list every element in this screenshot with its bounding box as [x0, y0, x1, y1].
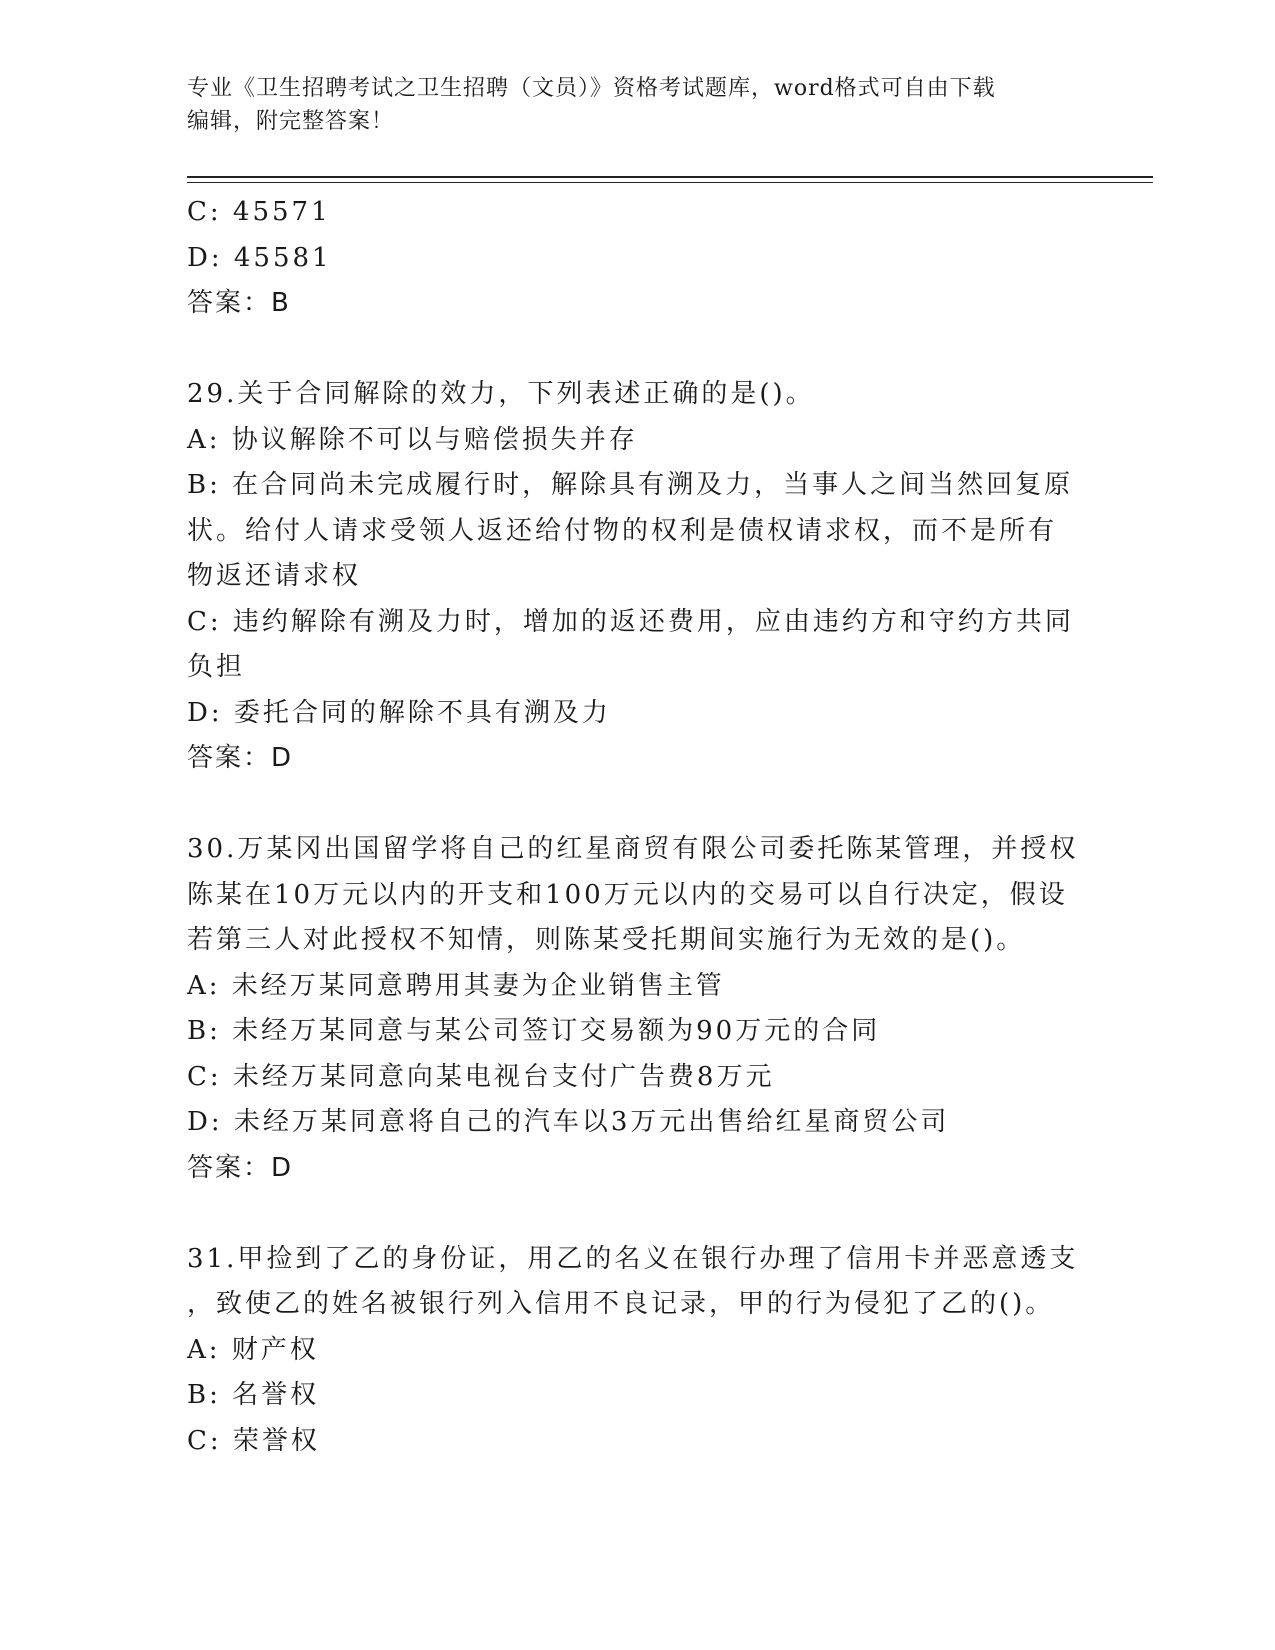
- page-header: [187, 72, 1067, 138]
- question-block-30: [187, 827, 1087, 1191]
- question-stem-line-1: 31.甲捡到了乙的身份证，用乙的名义在银行办理了信用卡并恶意透支: [187, 1243, 1079, 1274]
- header-rule-thick: [187, 176, 1153, 178]
- header-rule-thin: [187, 182, 1153, 183]
- question-block-28: [187, 190, 1087, 327]
- option-d: D: 委托合同的解除不具有溯及力: [187, 697, 611, 728]
- option-c-line-1: C: 违约解除有溯及力时，增加的返还费用，应由违约方和守约方共同: [187, 606, 1074, 637]
- question-block-31: [187, 1237, 1087, 1465]
- answer-line: 答案：D: [187, 743, 294, 773]
- option-c: C: 未经万某同意向某电视台支付广告费8万元: [187, 1061, 775, 1092]
- option-a: A: 协议解除不可以与赔偿损失并存: [187, 424, 638, 455]
- option-c-line-2: 负担: [187, 652, 246, 682]
- answer-line: 答案：B: [187, 288, 291, 318]
- question-stem: 29.关于合同解除的效力，下列表述正确的是()。: [187, 379, 815, 409]
- option-b: B: 未经万某同意与某公司签订交易额为90万元的合同: [187, 1016, 881, 1046]
- option-d: D: 未经万某同意将自己的汽车以3万元出售给红星商贸公司: [187, 1107, 950, 1137]
- option-c: C: 45571: [187, 197, 331, 227]
- question-stem-line-3: 若第三人对此授权不知情，则陈某受托期间实施行为无效的是()。: [187, 925, 1026, 955]
- option-b-line-3: 物返还请求权: [187, 561, 362, 591]
- header-line-1: 专业《卫生招聘考试之卫生招聘（文员）》资格考试题库，word格式可自由下载: [187, 76, 996, 101]
- option-b-line-2: 状。给付人请求受领人返还给付物的权利是债权请求权，而不是所有: [187, 515, 1058, 546]
- option-a: A: 财产权: [187, 1334, 319, 1365]
- question-stem-line-2: ，致使乙的姓名被银行列入信用不良记录，甲的行为侵犯了乙的()。: [187, 1289, 1055, 1319]
- spacer: [187, 782, 1087, 828]
- spacer: [187, 1191, 1087, 1237]
- answer-line: 答案：D: [187, 1152, 294, 1183]
- option-a: A: 未经万某同意聘用其妻为企业销售主管: [187, 970, 725, 1001]
- option-d: D: 45581: [187, 242, 332, 273]
- header-line-2: 编辑，附完整答案！: [187, 109, 395, 134]
- question-stem-line-2: 陈某在10万元以内的开支和100万元以内的交易可以自行决定，假设: [187, 879, 1068, 910]
- question-stem-line-1: 30.万某冈出国留学将自己的红星商贸有限公司委托陈某管理，并授权: [187, 834, 1079, 864]
- question-block-29: [187, 372, 1087, 782]
- option-c: C: 荣誉权: [187, 1425, 320, 1456]
- spacer: [187, 327, 1087, 373]
- option-b: B: 名誉权: [187, 1380, 320, 1410]
- option-b-line-1: B: 在合同尚未完成履行时，解除具有溯及力，当事人之间当然回复原: [187, 470, 1074, 500]
- question-content: [187, 190, 1087, 1464]
